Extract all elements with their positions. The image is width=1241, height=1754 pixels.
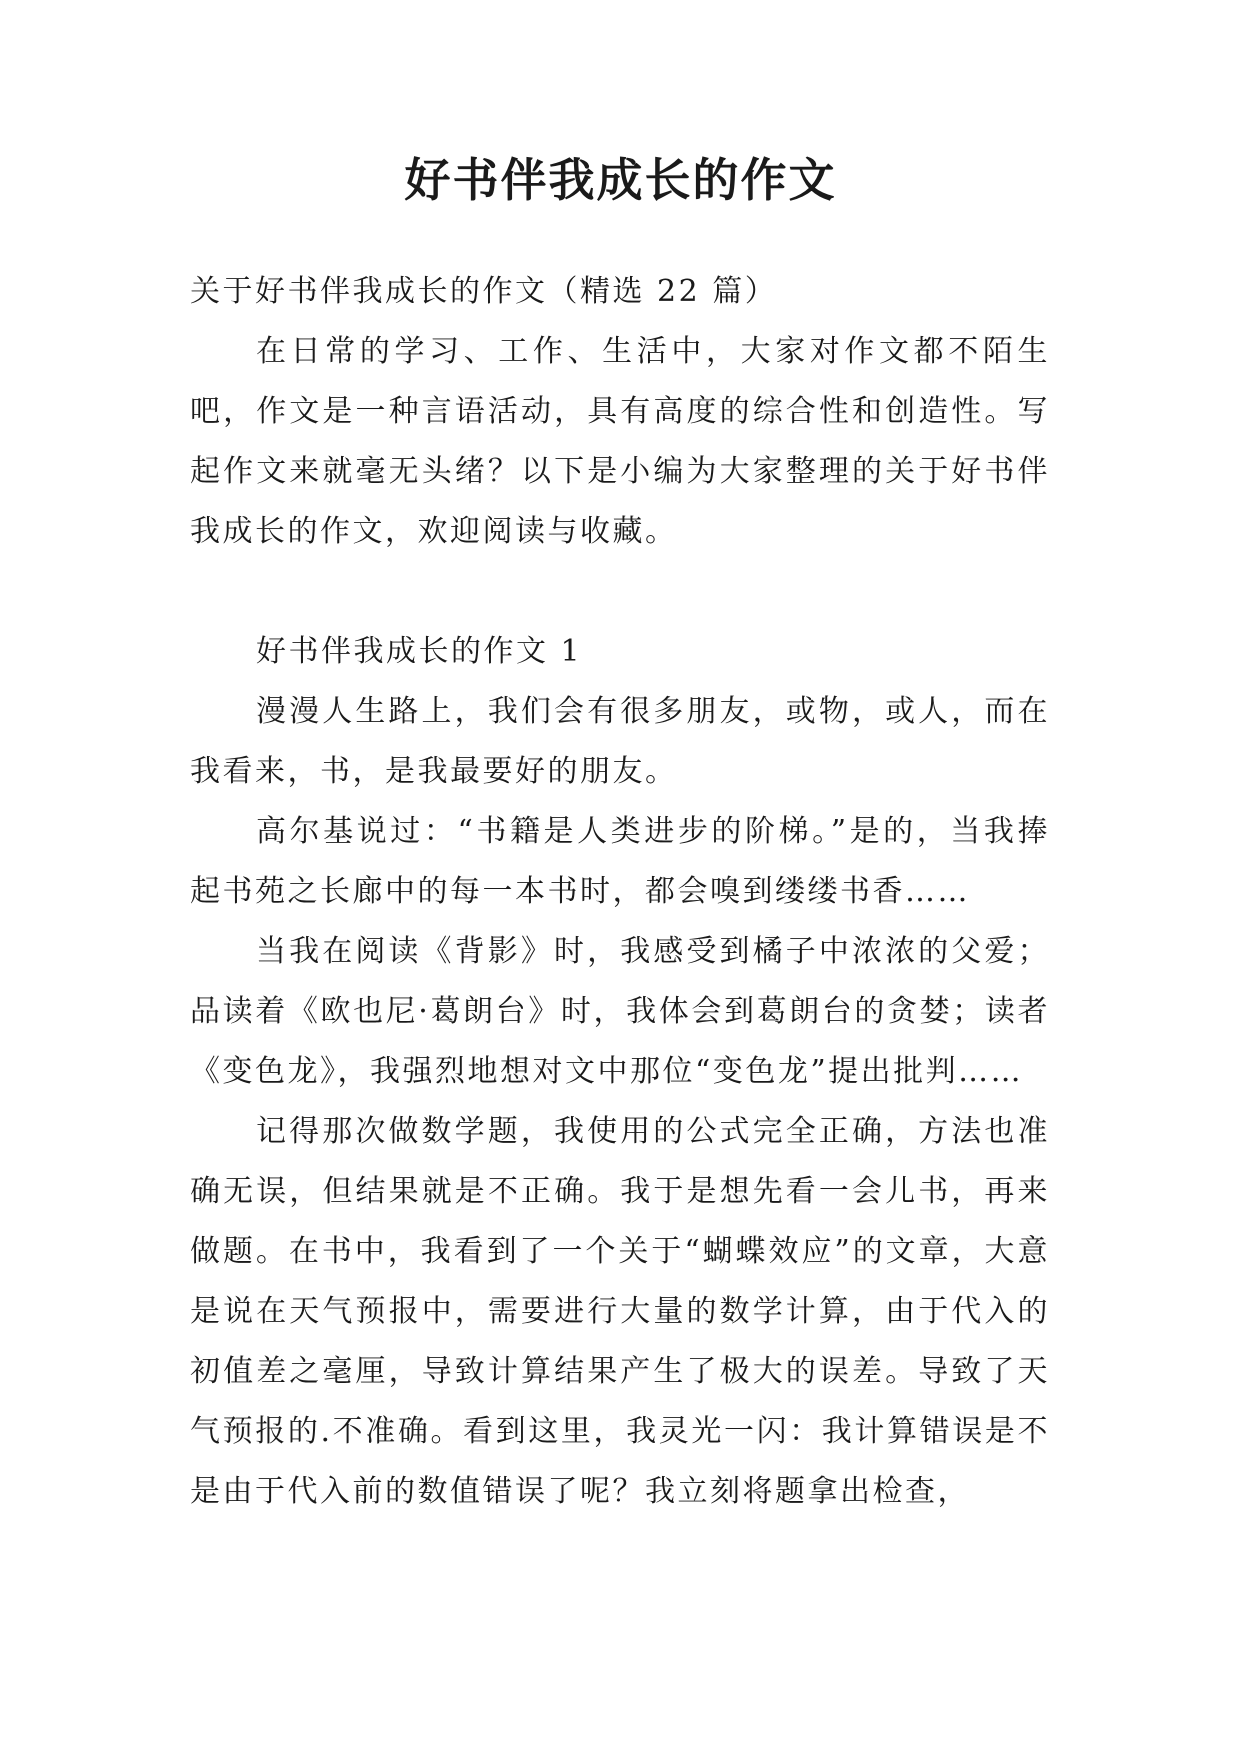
paragraph: 漫漫人生路上，我们会有很多朋友，或物，或人，而在我看来，书，是我最要好的朋友。	[190, 694, 1050, 789]
section-spacer	[190, 562, 1050, 622]
paragraph: 记得那次做数学题，我使用的公式完全正确，方法也准确无误，但结果就是不正确。我于是想先看一会儿书，再来做题。在书中，我看到了一个关于“蝴蝶效应”的文章，大意是说在天气预报中，需要进行大量的数学计算，由于代入的初值差之毫厘，导致计算结果产生了极大的误差。导致了天气预报的.不准确。看到这里，我灵光一闪：我计算错误是不是由于代入前的数值错误了呢？我立刻将题拿出检查，	[190, 1114, 1050, 1509]
document-subtitle: 关于好书伴我成长的作文（精选 22 篇）	[190, 274, 778, 309]
document-title: 好书伴我成长的作文	[404, 153, 837, 207]
intro-paragraph: 在日常的学习、工作、生活中，大家对作文都不陌生吧，作文是一种言语活动，具有高度的综合性和创造性。写起作文来就毫无头绪？以下是小编为大家整理的关于好书伴我成长的作文，欢迎阅读与收藏。	[190, 334, 1050, 549]
document-body	[190, 262, 1050, 1522]
paragraph: 高尔基说过：“书籍是人类进步的阶梯。”是的，当我捧起书苑之长廊中的每一本书时，都会嗅到缕缕书香……	[190, 814, 1050, 909]
section-heading: 好书伴我成长的作文 1	[256, 634, 583, 669]
paragraph: 当我在阅读《背影》时，我感受到橘子中浓浓的父爱；品读着《欧也尼·葛朗台》时，我体会到葛朗台的贪婪；读者《变色龙》，我强烈地想对文中那位“变色龙”提出批判……	[190, 934, 1050, 1089]
